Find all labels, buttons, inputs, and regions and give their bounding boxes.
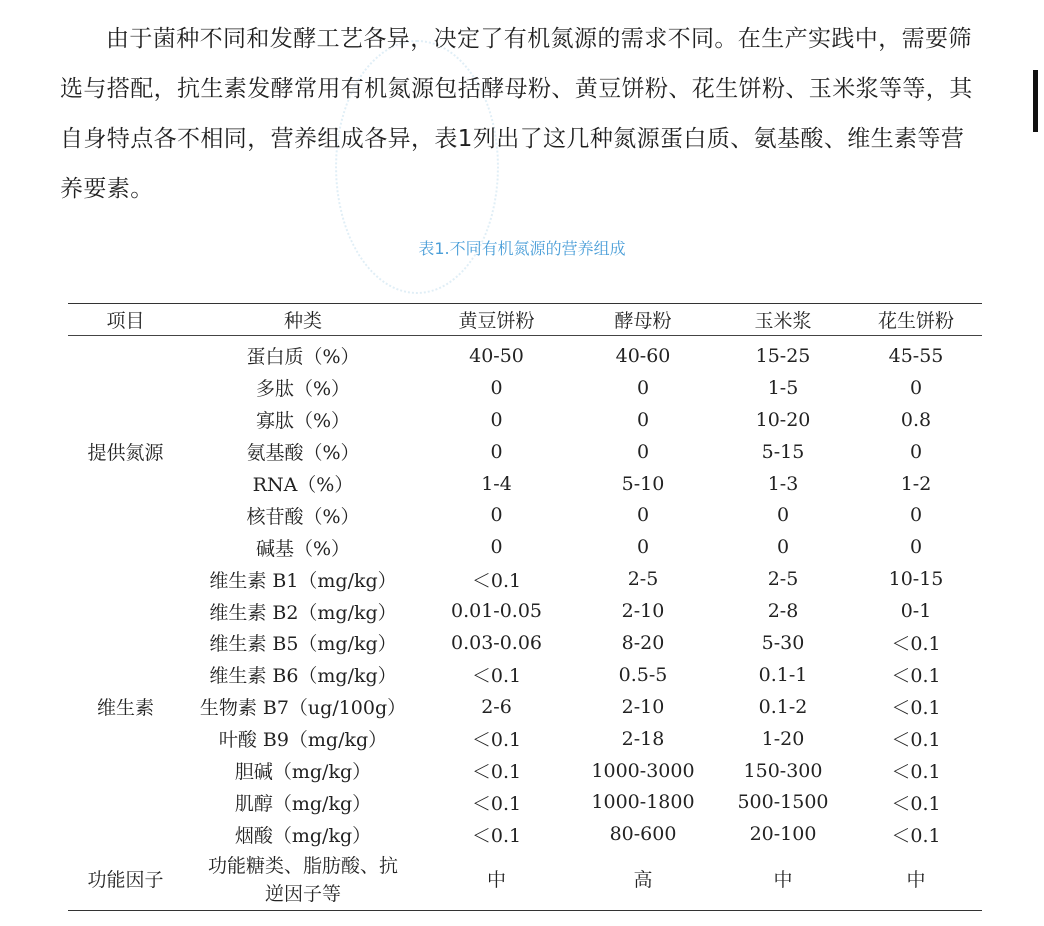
value-cell: ＜0.1 [891,824,941,847]
value-cell: 2-5 [627,568,659,591]
value-cell: 中 [423,850,570,911]
value-cell: 40-60 [615,344,671,367]
value-cell: ＜0.1 [471,792,522,815]
row-type-cell: 维生素 B6（mg/kg） [209,665,397,688]
table-body [68,336,982,911]
row-type-cell: 核苷酸（%） [246,505,360,528]
group-label: 功能因子 [68,850,183,911]
table-row [68,404,982,436]
table-row [68,818,982,850]
value-cell: 10-15 [888,568,944,591]
value-cell: 1-20 [761,727,805,750]
table-row [68,595,982,627]
header-corn-steep-liquor: 玉米浆 [716,304,850,336]
nutrition-table [68,303,982,911]
value-cell: 0 [490,536,503,559]
header-soybean-meal: 黄豆饼粉 [423,304,570,336]
header-type: 种类 [183,304,423,336]
value-cell: 0 [636,408,650,431]
header-peanut-meal: 花生饼粉 [850,304,982,336]
value-cell: 0 [636,504,650,527]
value-cell: 1-2 [900,472,932,495]
table-row [68,499,982,531]
value-cell: 高 [570,850,716,911]
value-cell: 0.8 [900,408,932,431]
row-type-cell: 多肽（%） [255,378,351,401]
header-item: 项目 [68,304,183,336]
value-cell: 0 [636,376,650,399]
value-cell: ＜0.1 [471,729,522,752]
value-cell: 500-1500 [737,791,829,814]
row-type-cell: 烟酸（mg/kg） [234,824,372,847]
table-row [68,659,982,691]
value-cell: 0 [909,536,923,559]
row-type-cell: 维生素 B5（mg/kg） [209,633,397,656]
value-cell: 0.5-5 [618,663,668,686]
table-row [68,336,982,372]
row-type-cell: 胆碱（mg/kg） [234,761,372,784]
value-cell: 0 [776,536,790,559]
value-cell: 5-15 [761,440,805,463]
value-cell: 0 [909,504,923,527]
value-cell: 0.03-0.06 [450,631,543,654]
row-type-cell: 生物素 B7（ug/100g） [199,697,407,720]
row-type-cell [183,850,423,911]
row-type-cell: 肌醇（mg/kg） [234,792,372,815]
value-cell: 20-100 [749,823,817,846]
value-cell: 2-10 [621,600,665,623]
value-cell: 1000-1800 [591,791,695,814]
table-row [68,372,982,404]
value-cell: ＜0.1 [471,665,522,688]
value-cell: ＜0.1 [891,697,941,720]
group-label: 提供氮源 [87,442,164,465]
value-cell: 5-30 [761,631,805,654]
value-cell: 8-20 [621,631,665,654]
row-type-cell: 叶酸 B9（mg/kg） [218,729,388,752]
table-row [68,755,982,787]
value-cell: 0 [490,408,503,431]
value-cell: 45-55 [888,344,944,367]
table-row [68,850,982,911]
value-cell: 2-8 [767,600,799,623]
value-cell: ＜0.1 [471,569,522,592]
header-yeast-powder: 酵母粉 [570,304,716,336]
value-cell: ＜0.1 [891,761,941,784]
group-label: 维生素 [96,697,154,720]
value-cell: 0 [490,504,503,527]
row-type-cell: 碱基（%） [255,537,351,560]
value-cell: 中 [716,850,850,911]
table-row [68,691,982,723]
value-cell: 1-4 [481,472,512,495]
value-cell: ＜0.1 [471,761,522,784]
row-type-cell: 蛋白质（%） [246,346,360,369]
value-cell: ＜0.1 [891,665,941,688]
table-row [68,786,982,818]
value-cell: 40-50 [469,344,524,367]
value-cell: 80-600 [609,823,677,846]
table-header-row [68,304,982,336]
table-row [68,723,982,755]
table-row [68,436,982,468]
row-type-cell: 维生素 B2（mg/kg） [209,601,397,624]
table-row [68,627,982,659]
value-cell: 2-10 [621,695,665,718]
row-type-cell: RNA（%） [252,474,354,496]
row-type-cell: 维生素 B1（mg/kg） [209,569,397,592]
row-type-cell: 寡肽（%） [255,410,351,433]
value-cell: 1-3 [767,472,799,495]
value-cell: 0 [490,440,503,463]
value-cell: 0.1-2 [758,695,808,718]
value-cell: 1000-3000 [591,759,695,782]
value-cell: 2-18 [621,727,665,750]
value-cell: 0 [776,504,790,527]
value-cell: ＜0.1 [891,729,941,752]
value-cell: 0 [490,376,503,399]
value-cell: 中 [850,850,982,911]
value-cell: 0-1 [900,600,932,623]
table-row [68,563,982,595]
table-caption: 表1.不同有机氮源的营养组成 [418,239,626,258]
value-cell: 1-5 [767,376,799,399]
value-cell: 0 [636,440,650,463]
value-cell: 0 [909,376,923,399]
value-cell: 2-6 [481,695,512,718]
value-cell: 0.1-1 [758,663,808,686]
value-cell: ＜0.1 [891,633,941,656]
intro-paragraph: 由于菌种不同和发酵工艺各异，决定了有机氮源的需求不同。在生产实践中，需要筛选与搭配，抗生素发酵常用有机氮源包括酵母粉、黄豆饼粉、花生饼粉、玉米浆等等，其自身特点各不相同，营养组成各异，表1列出了这几种氮源蛋白质、氨基酸、维生素等营养要素。 [60,26,973,202]
value-cell: ＜0.1 [891,792,941,815]
row-type-cell: 氨基酸（%） [246,442,360,465]
value-cell: 0 [909,440,923,463]
value-cell: 150-300 [743,759,823,782]
value-cell: 15-25 [755,344,811,367]
scrollbar-thumb[interactable] [1033,70,1038,132]
value-cell: 2-5 [767,568,799,591]
value-cell: 5-10 [621,472,665,495]
table-row [68,468,982,500]
value-cell: ＜0.1 [471,824,522,847]
value-cell: 0.01-0.05 [450,600,543,623]
table-row [68,531,982,563]
functional-factor-text: 功能糖类、脂肪酸、抗逆因子等 [207,855,398,906]
value-cell: 10-20 [755,408,811,431]
value-cell: 0 [636,536,650,559]
